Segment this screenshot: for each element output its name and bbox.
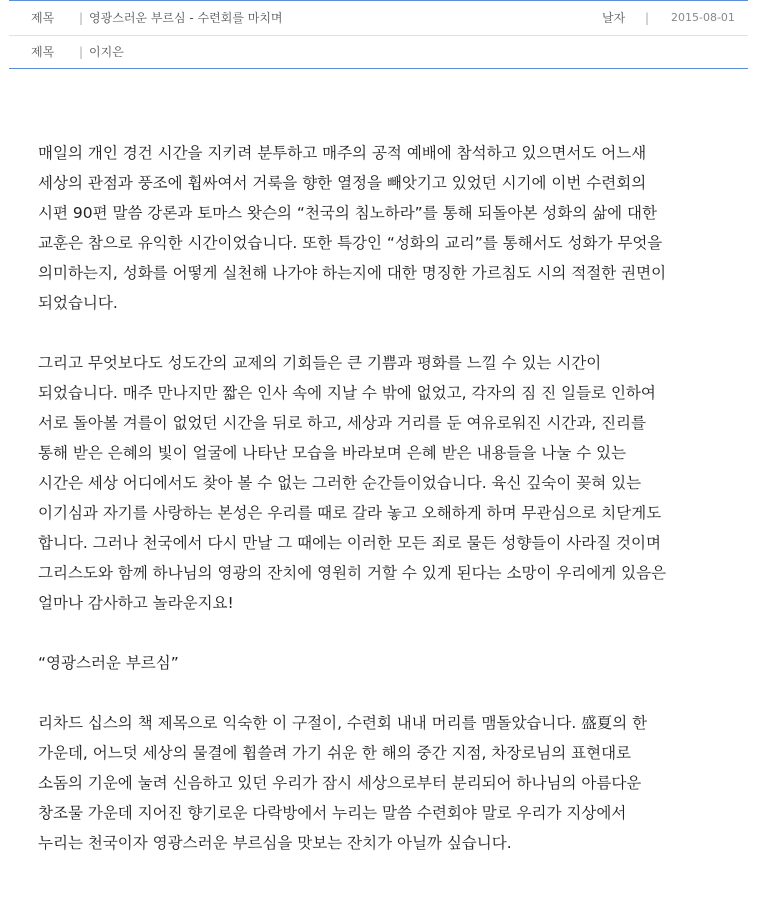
date-separator: |: [645, 11, 650, 25]
date-value-cell: [645, 1, 655, 35]
title-value-cell: [79, 1, 283, 35]
section-heading: “영광스러운 부르심”: [38, 654, 179, 672]
paragraph-line: 되었습니다. 매주 만나지만 짧은 인사 속에 지날 수 밖에 없었고, 각자의 짐 진 일들로 인하여: [38, 384, 656, 402]
title-separator: |: [79, 11, 84, 25]
author-separator: |: [79, 45, 84, 59]
paragraph-3: [38, 648, 738, 678]
post-body: [38, 138, 738, 858]
author-row: [9, 35, 748, 68]
post-date: 2015-08-01: [671, 11, 735, 24]
paragraph-line: 세상의 관점과 풍조에 휩싸여서 거룩을 향한 열정을 빼앗기고 있었던 시기에 이번 수련회의: [38, 174, 647, 192]
paragraph-line: 창조물 가운데 지어진 향기로운 다락방에서 누리는 말씀 수련회야 말로 우리가 지상에서: [38, 804, 627, 822]
post-meta-table: [9, 0, 748, 69]
title-label: 제목: [31, 11, 55, 25]
paragraph-line: 가운데, 어느덧 세상의 물결에 휩쓸려 가기 쉬운 한 해의 중간 지점, 차장로님의 표현대로: [38, 744, 632, 762]
paragraph-line: 시간은 세상 어디에서도 찾아 볼 수 없는 그러한 순간들이었습니다. 육신 깊숙이 꽂혀 있는: [38, 474, 642, 492]
title-row: [9, 1, 748, 35]
date-label: 날자: [602, 11, 626, 25]
paragraph-line: 매일의 개인 경건 시간을 지키려 분투하고 매주의 공적 예배에 참석하고 있으면서도 어느새: [38, 144, 647, 162]
paragraph-line: 리차드 십스의 책 제목으로 익숙한 이 구절이, 수련회 내내 머리를 맴돌았습니다. 盛夏의 한: [38, 714, 648, 732]
paragraph-line: 되었습니다.: [38, 294, 118, 312]
author-value-cell: [79, 36, 124, 68]
paragraph-1: [38, 138, 738, 318]
post-author: 이지은: [89, 45, 124, 59]
paragraph-4: [38, 708, 738, 858]
paragraph-line: 소돔의 기운에 눌려 신음하고 있던 우리가 잠시 세상으로부터 분리되어 하나님의 아름다운: [38, 774, 642, 792]
paragraph-line: 그리스도와 함께 하나님의 영광의 잔치에 영원히 거할 수 있게 된다는 소망이 우리에게 있음은: [38, 564, 667, 582]
author-label: 제목: [31, 45, 55, 59]
paragraph-line: 그리고 무엇보다도 성도간의 교제의 기회들은 큰 기쁨과 평화를 느낄 수 있는 시간이: [38, 354, 602, 372]
paragraph-line: 이기심과 자기를 사랑하는 본성은 우리를 때로 갈라 놓고 오해하게 하며 무관심으로 치닫게도: [38, 504, 662, 522]
paragraph-line: 통해 받은 은혜의 빛이 얼굴에 나타난 모습을 바라보며 은혜 받은 내용들을 나눌 수 있는: [38, 444, 627, 462]
post-title: 영광스러운 부르심 - 수련회를 마치며: [89, 11, 283, 25]
paragraph-line: 의미하는지, 성화를 어떻게 실천해 나가야 하는지에 대한 명징한 가르침도 시의 적절한 권면이: [38, 264, 667, 282]
paragraph-line: 얼마나 감사하고 놀라운지요!: [38, 594, 234, 612]
paragraph-line: 합니다. 그러나 천국에서 다시 만날 그 때에는 이러한 모든 죄로 물든 성향들이 사라질 것이며: [38, 534, 661, 552]
paragraph-2: [38, 348, 738, 618]
paragraph-line: 서로 돌아볼 겨를이 없었던 시간을 뒤로 하고, 세상과 거리를 둔 여유로워진 시간과, 진리를: [38, 414, 647, 432]
paragraph-line: 교훈은 참으로 유익한 시간이었습니다. 또한 특강인 “성화의 교리”를 통해서도 성화가 무엇을: [38, 234, 663, 252]
paragraph-line: 시편 90편 말씀 강론과 토마스 왓슨의 “천국의 침노하라”를 통해 되돌아본 성화의 삶에 대한: [38, 204, 657, 222]
paragraph-line: 누리는 천국이자 영광스러운 부르심을 맛보는 잔치가 아닐까 싶습니다.: [38, 834, 512, 852]
